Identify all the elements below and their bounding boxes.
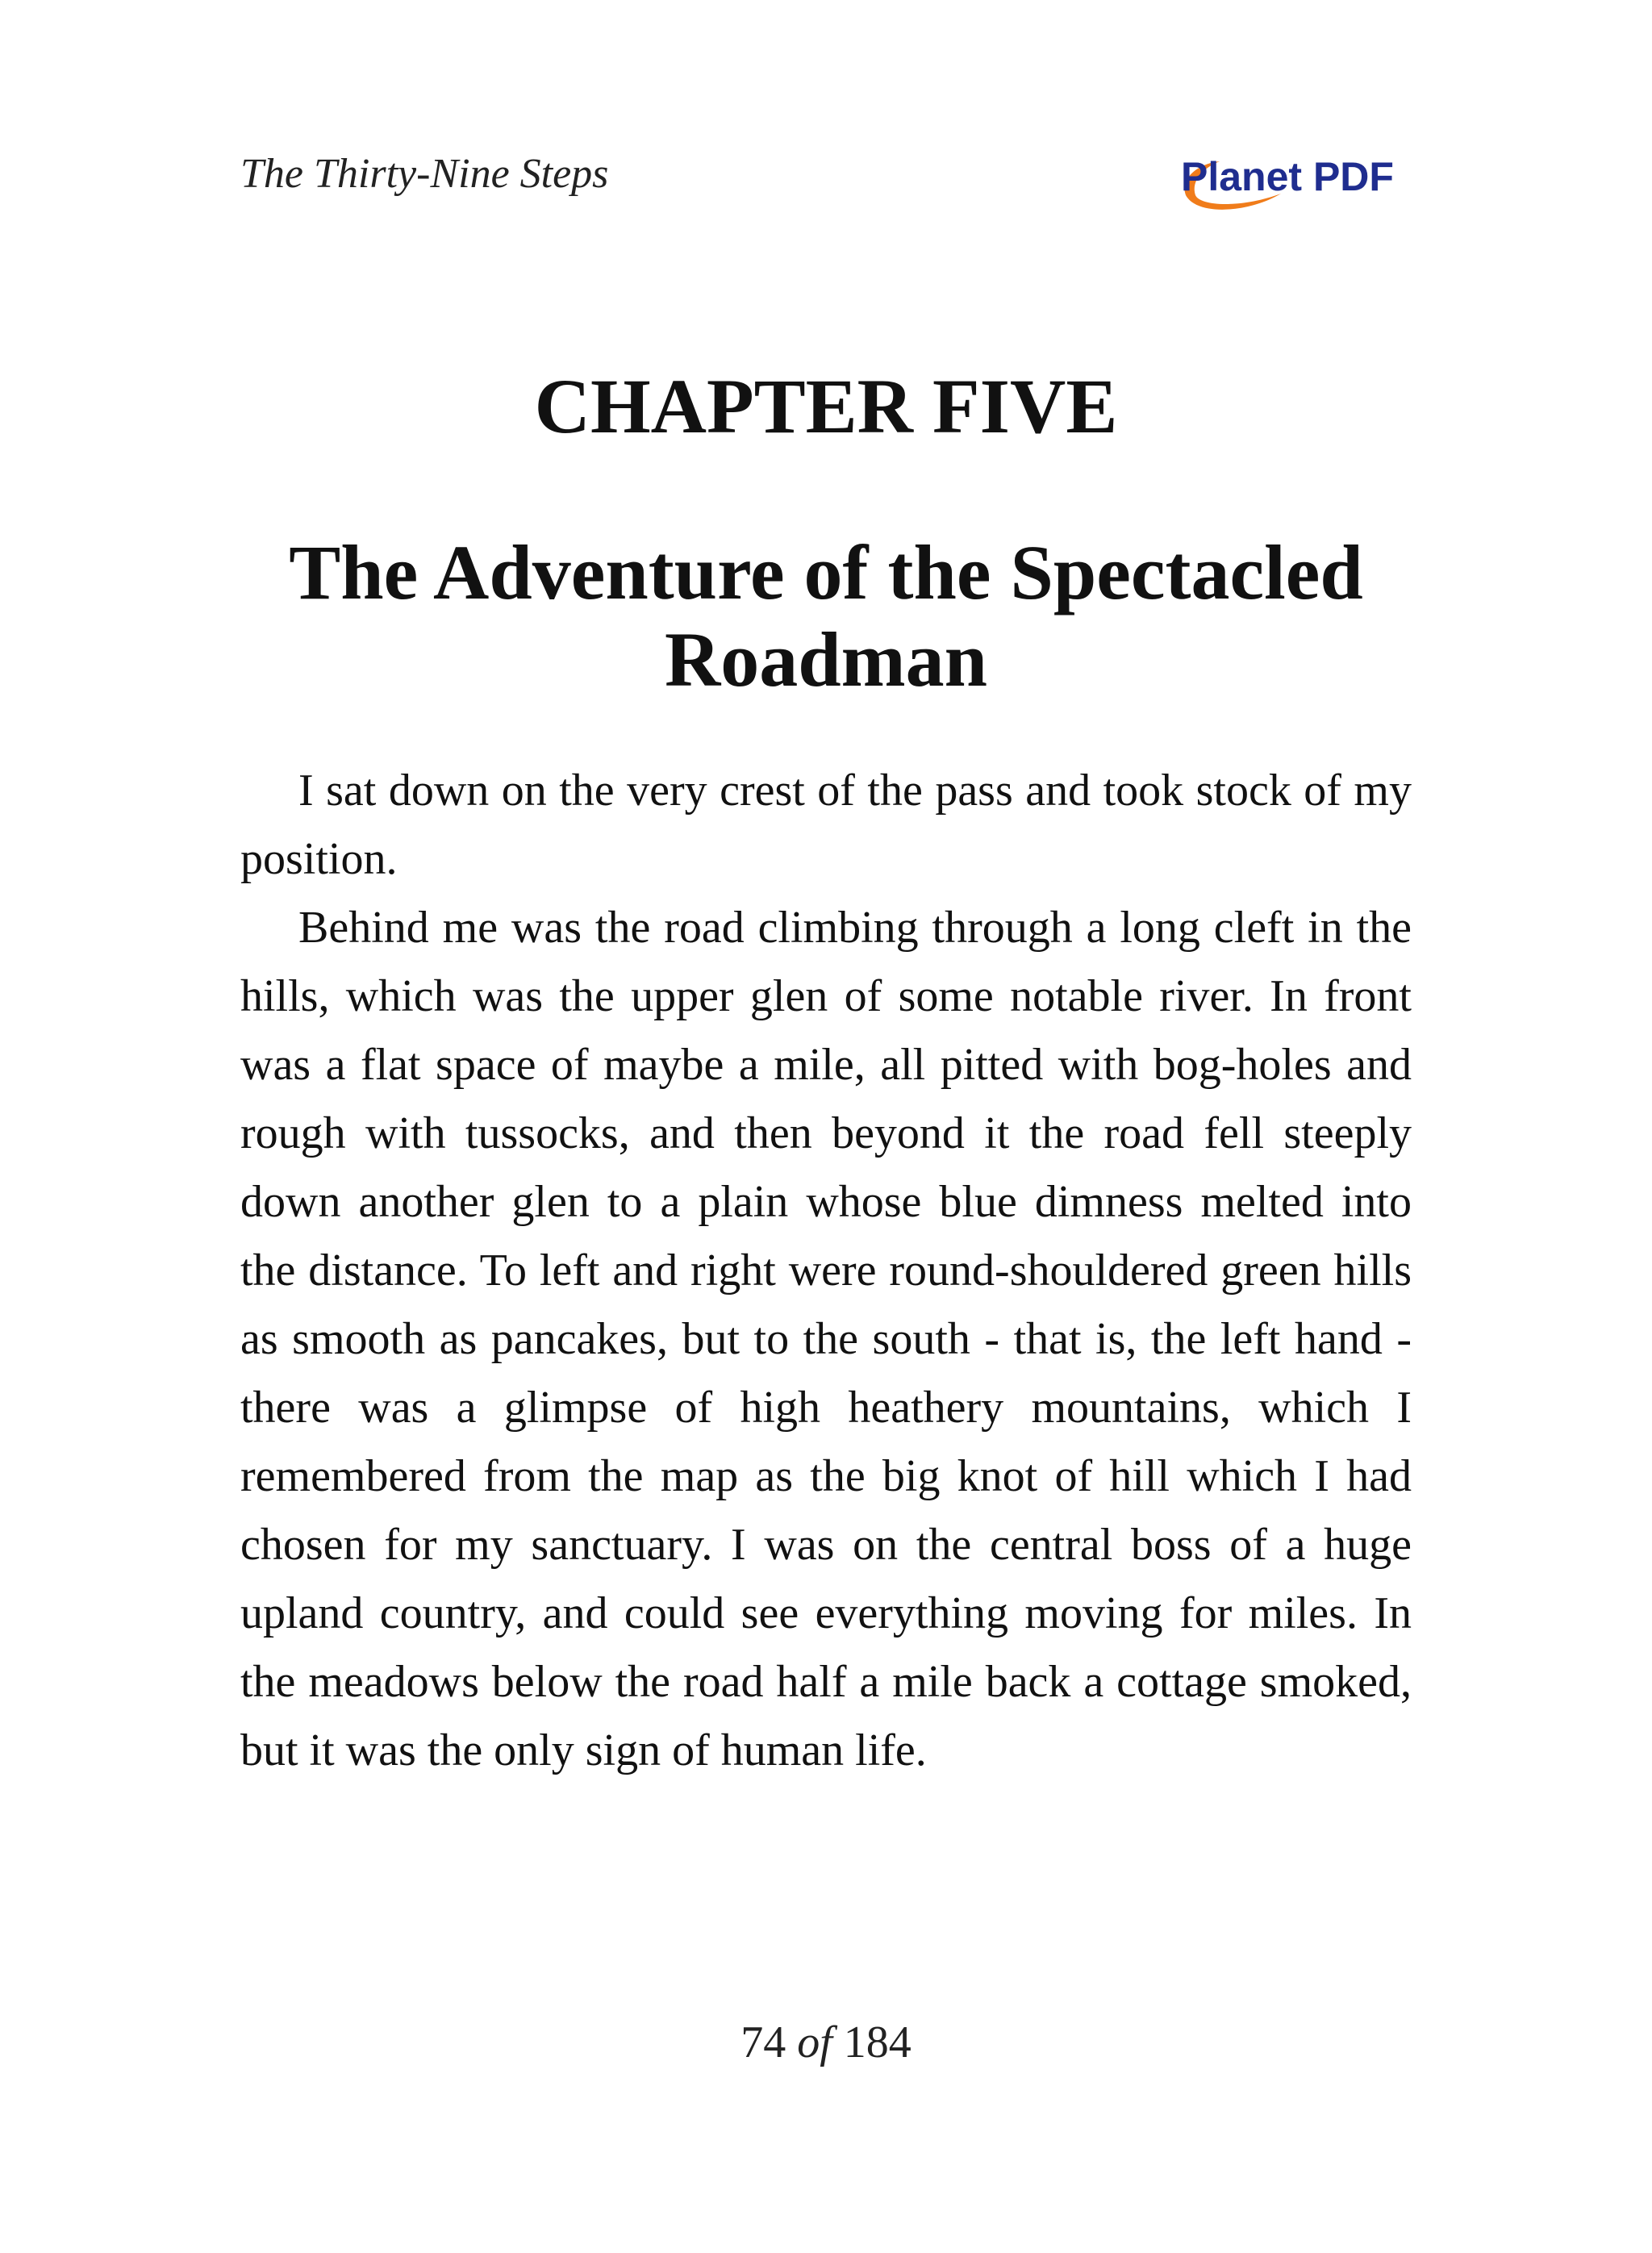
chapter-number: CHAPTER FIVE xyxy=(534,363,1118,449)
total-pages-number: 184 xyxy=(843,2017,912,2067)
page-number xyxy=(0,2017,1652,2068)
body-text xyxy=(240,757,1412,1785)
paragraph: Behind me was the road climbing through a long cleft in the hills, which was the upper glen of some notable river. In front was a flat space of maybe a mile, all pitted with bog-holes and rough with tussocks, and then beyond it the road fell steeply down another glen to a plain whose blue dimness melted into the distance. To left and right were round-shouldered green hills as smooth as pancakes, but to the south - that is, the left hand - there was a glimpse of high heathery mountains, which I remembered from the map as the big knot of hill which I had chosen for my sanctuary. I was on the central boss of a huge upland country, and could see everything moving for miles. In the meadows below the road half a mile back a cottage smoked, but it was the only sign of human life. xyxy=(240,903,1412,1775)
chapter-title: The Adventure of the Spectacled Roadman xyxy=(289,529,1363,703)
page-of-word: of xyxy=(797,2017,832,2067)
paragraph: I sat down on the very crest of the pass and took stock of my position. xyxy=(240,766,1412,884)
logo-wordmark: Planet PDF xyxy=(1181,154,1394,199)
current-page-number: 74 xyxy=(740,2017,786,2067)
running-book-title: The Thirty-Nine Steps xyxy=(240,151,609,197)
planet-pdf-logo xyxy=(1168,148,1410,216)
